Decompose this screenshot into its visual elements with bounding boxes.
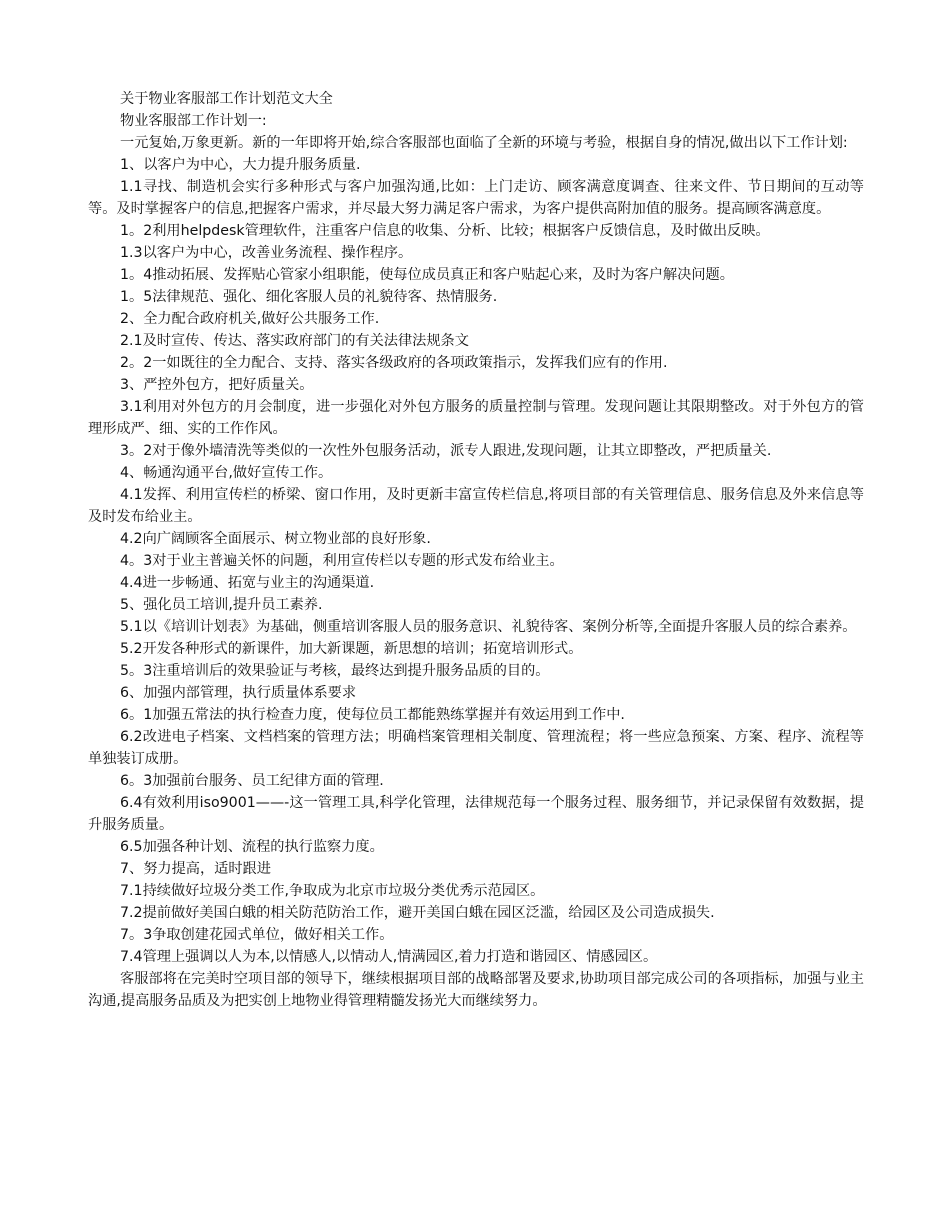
document-paragraph: 5、强化员工培训,提升员工素养. [120,597,323,613]
document-paragraph: 1.1寻找、制造机会实行多种形式与客户加强沟通,比如：上门走访、顾客满意度调查、往来文件、节日期间的互动等等。及时掌握客户的信息,把握客户需求，并尽最大努力满足客户需求，为客户提供高附加值的服务。提高顾客满意度。 [88,179,864,217]
document-paragraph: 6.2改进电子档案、文档档案的管理方法；明确档案管理相关制度、管理流程；将一些应急预案、方案、程序、流程等单独装订成册。 [88,729,864,767]
document-paragraph: 2。2一如既往的全力配合、支持、落实各级政府的各项政策指示，发挥我们应有的作用. [120,355,668,371]
document-paragraph: 4.1发挥、利用宣传栏的桥梁、窗口作用，及时更新丰富宣传栏信息,将项目部的有关管理信息、服务信息及外来信息等及时发布给业主。 [88,487,864,525]
document-paragraph: 6.5加强各种计划、流程的执行监察力度。 [120,839,384,855]
document-paragraph: 7。3争取创建花园式单位，做好相关工作。 [120,927,394,943]
document-paragraph: 3、严控外包方，把好质量关。 [120,377,314,393]
document-paragraph: 3。2对于像外墙清洗等类似的一次性外包服务活动，派专人跟进,发现问题，让其立即整改，严把质量关. [120,443,772,459]
document-paragraph: 一元复始,万象更新。新的一年即将开始,综合客服部也面临了全新的环境与考验，根据自身的情况,做出以下工作计划: [120,135,848,151]
document-paragraph: 6.4有效利用iso9001——-这一管理工具,科学化管理，法律规范每一个服务过程、服务细节，并记录保留有效数据，提升服务质量。 [88,795,864,833]
document-paragraph: 4、畅通沟通平台,做好宣传工作。 [120,465,333,481]
document-page [88,88,864,1012]
document-paragraph: 4.4进一步畅通、拓宽与业主的沟通渠道. [120,575,375,591]
document-paragraph: 6。1加强五常法的执行检查力度，使每位员工都能熟练掌握并有效运用到工作中. [120,707,625,723]
document-paragraph: 7.1持续做好垃圾分类工作,争取成为北京市垃圾分类优秀示范园区。 [120,883,545,899]
document-paragraph: 3.1利用对外包方的月会制度，进一步强化对外包方服务的质量控制与管理。发现问题让其限期整改。对于外包方的管理形成严、细、实的工作作风。 [88,399,864,437]
document-paragraph: 1。4推动拓展、发挥贴心管家小组职能，使每位成员真正和客户贴起心来，及时为客户解决问题。 [120,267,734,283]
document-paragraph: 2、全力配合政府机关,做好公共服务工作. [120,311,380,327]
document-paragraph: 7.4管理上强调以人为本,以情感人,以情动人,情满园区,着力打造和谐园区、情感园区。 [120,949,658,965]
document-paragraph: 6、加强内部管理，执行质量体系要求 [120,685,357,701]
document-paragraph: 1。2利用helpdesk管理软件，注重客户信息的收集、分析、比较；根据客户反馈信息，及时做出反映。 [120,223,770,239]
document-paragraph: 5.1以《培训计划表》为基础，侧重培训客服人员的服务意识、礼貌待客、案例分析等,全面提升客服人员的综合素养。 [120,619,857,635]
document-body [88,132,864,1012]
document-paragraph: 7、努力提高，适时跟进 [120,861,271,877]
document-paragraph: 1、以客户为中心，大力提升服务质量. [120,157,361,173]
document-title: 关于物业客服部工作计划范文大全 [120,91,333,107]
document-paragraph: 4。3对于业主普遍关怀的问题，利用宣传栏以专题的形式发布给业主。 [120,553,564,569]
document-paragraph: 1。5法律规范、强化、细化客服人员的礼貌待客、热情服务. [120,289,498,305]
document-paragraph: 2.1及时宣传、传达、落实政府部门的有关法律法规条文 [120,333,469,349]
document-paragraph: 1.3以客户为中心，改善业务流程、操作程序。 [120,245,413,261]
document-paragraph: 5。3注重培训后的效果验证与考核，最终达到提升服务品质的目的。 [120,663,550,679]
document-paragraph: 7.2提前做好美国白蛾的相关防范防治工作，避开美国白蛾在园区泛滥，给园区及公司造成损失. [120,905,715,921]
document-paragraph: 客服部将在完美时空项目部的领导下，继续根据项目部的战略部署及要求,协助项目部完成公司的各项指标，加强与业主沟通,提高服务品质及为把实创上地物业得管理精髓发扬光大而继续努力。 [88,971,864,1009]
document-paragraph: 6。3加强前台服务、员工纪律方面的管理. [120,773,384,789]
document-paragraph: 5.2开发各种形式的新课件，加大新课题，新思想的培训；拓宽培训形式。 [120,641,583,657]
document-paragraph: 4.2向广阔顾客全面展示、树立物业部的良好形象. [120,531,431,547]
document-subtitle: 物业客服部工作计划一: [120,113,267,129]
